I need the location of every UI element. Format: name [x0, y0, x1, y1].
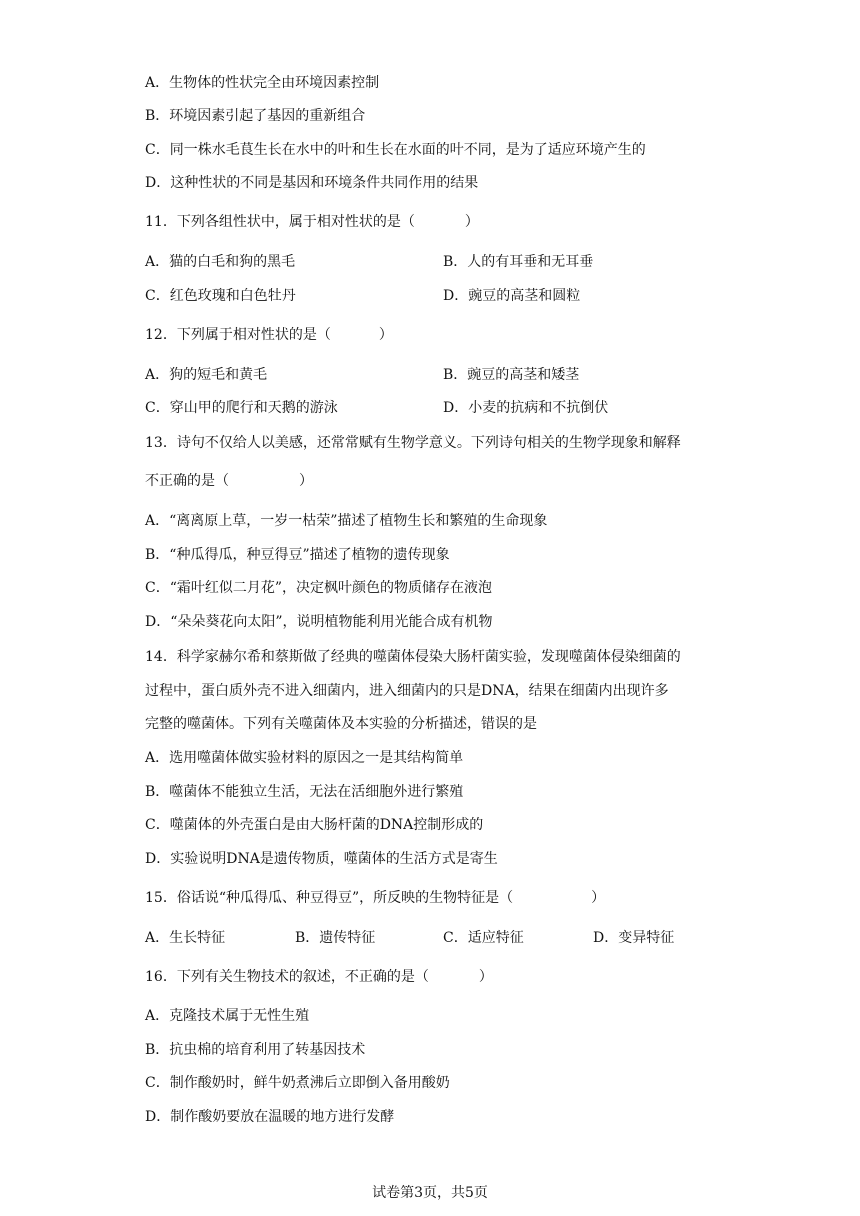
q14-stem-line3: 完整的噬菌体。下列有关噬菌体及本实验的分析描述，错误的是: [145, 716, 537, 732]
q14-option-b: B．噬菌体不能独立生活，无法在活细胞外进行繁殖: [145, 784, 464, 800]
q13-option-d: D．“朵朵葵花向太阳”，说明植物能利用光能合成有机物: [145, 614, 493, 630]
q11-option-c: C．红色玫瑰和白色牡丹: [145, 288, 296, 304]
q16-close-paren: ）: [478, 969, 493, 985]
q10-option-c: C．同一株水毛茛生长在水中的叶和生长在水面的叶不同，是为了适应环境产生的: [145, 142, 646, 158]
q16-option-c: C．制作酸奶时，鲜牛奶煮沸后立即倒入备用酸奶: [145, 1075, 450, 1091]
q16-option-a: A．克隆技术属于无性生殖: [145, 1008, 310, 1024]
q15-option-c: C．适应特征: [443, 930, 524, 946]
q14-stem-line2: 过程中，蛋白质外壳不进入细菌内，进入细菌内的只是DNA，结果在细菌内出现许多: [145, 683, 669, 699]
q12-option-a: A．狗的短毛和黄毛: [145, 367, 268, 383]
q16-stem: [145, 967, 493, 987]
q11-close-paren: ）: [464, 214, 479, 230]
q16-option-d: D．制作酸奶要放在温暖的地方进行发酵: [145, 1109, 395, 1125]
q13-option-b: B．“种瓜得瓜，种豆得豆”描述了植物的遗传现象: [145, 547, 450, 563]
q15-stem-text: 15．俗话说“种瓜得瓜、种豆得豆”，所反映的生物特征是（: [145, 890, 514, 906]
q11-option-b: B．人的有耳垂和无耳垂: [443, 254, 594, 270]
q12-option-b: B．豌豆的高茎和矮茎: [443, 367, 580, 383]
q12-option-c: C．穿山甲的爬行和天鹅的游泳: [145, 400, 338, 416]
q12-close-paren: ）: [378, 327, 393, 343]
q15-stem: [145, 888, 605, 908]
q15-option-b: B．遗传特征: [295, 930, 376, 946]
q15-option-a: A．生长特征: [145, 930, 226, 946]
q10-option-d: D．这种性状的不同是基因和环境条件共同作用的结果: [145, 175, 479, 191]
q14-option-d: D．实验说明DNA是遗传物质，噬菌体的生活方式是寄生: [145, 851, 498, 867]
q13-stem-line2: [145, 471, 313, 491]
q11-stem-text: 11．下列各组性状中，属于相对性状的是（: [145, 214, 415, 230]
q16-option-b: B．抗虫棉的培育利用了转基因技术: [145, 1042, 366, 1058]
q10-option-b: B．环境因素引起了基因的重新组合: [145, 108, 366, 124]
q12-stem: [145, 325, 393, 345]
q13-close-paren: ）: [299, 473, 313, 489]
q12-option-d: D．小麦的抗病和不抗倒伏: [443, 400, 609, 416]
q15-option-d: D．变异特征: [593, 930, 675, 946]
q11-option-d: D．豌豆的高茎和圆粒: [443, 288, 581, 304]
q11-stem: [145, 212, 479, 232]
q15-close-paren: ）: [591, 890, 606, 906]
q13-stem-text: 不正确的是（: [145, 473, 229, 489]
q14-option-c: C．噬菌体的外壳蛋白是由大肠杆菌的DNA控制形成的: [145, 817, 484, 833]
q13-option-c: C．“霜叶红似二月花”，决定枫叶颜色的物质储存在液泡: [145, 580, 493, 596]
q12-stem-text: 12．下列属于相对性状的是（: [145, 327, 331, 343]
q11-option-a: A．猫的白毛和狗的黑毛: [145, 254, 296, 270]
q14-option-a: A．选用噬菌体做实验材料的原因之一是其结构简单: [145, 750, 464, 766]
q10-option-a: A．生物体的性状完全由环境因素控制: [145, 75, 380, 91]
page-footer: 试卷第3页，共5页: [372, 1185, 488, 1201]
q16-stem-text: 16．下列有关生物技术的叙述，不正确的是（: [145, 969, 429, 985]
q14-stem-line1: 14．科学家赫尔希和蔡斯做了经典的噬菌体侵染大肠杆菌实验，发现噬菌体侵染细菌的: [145, 649, 681, 665]
q13-stem-line1: 13．诗句不仅给人以美感，还常常赋有生物学意义。下列诗句相关的生物学现象和解释: [145, 435, 681, 451]
q13-option-a: A．“离离原上草，一岁一枯荣”描述了植物生长和繁殖的生命现象: [145, 513, 548, 529]
